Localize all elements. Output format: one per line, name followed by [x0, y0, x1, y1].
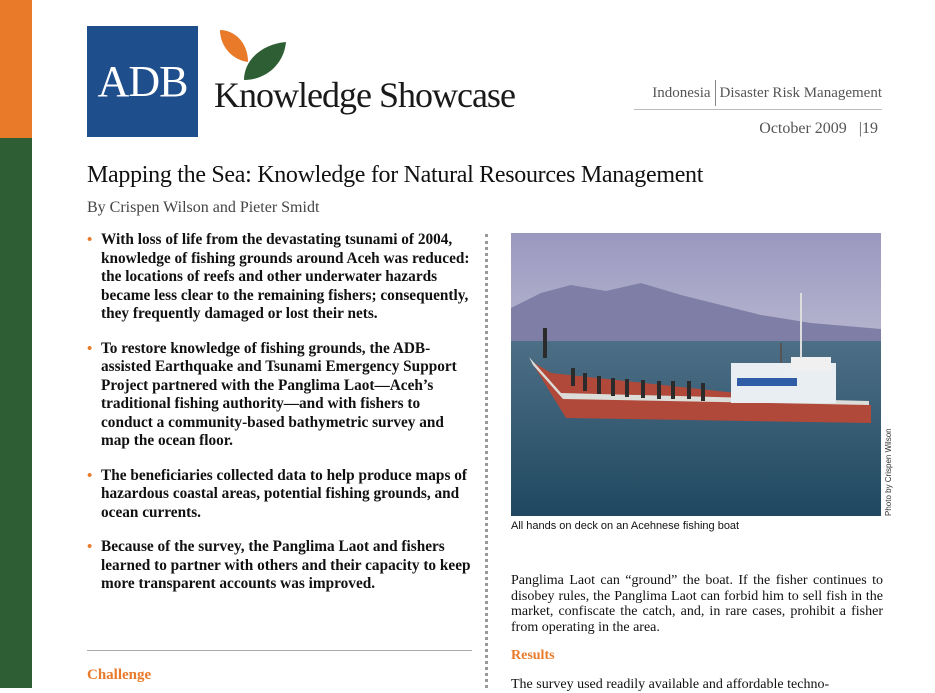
bullet-icon: • — [87, 467, 93, 484]
country-tag: Indonesia — [652, 84, 711, 101]
results-paragraph: The survey used readily available and affordable techno- — [511, 677, 830, 692]
adb-logo-text: ADB — [97, 57, 188, 106]
fishing-boat-photo — [511, 233, 881, 516]
bullet-text: Because of the survey, the Panglima Laot and fishers learned to partner with others and their capacity to keep more transparent accounts was improved. — [101, 538, 471, 592]
photo-caption: All hands on deck on an Acehnese fishing boat — [511, 520, 740, 532]
results-heading: Results — [511, 648, 555, 663]
summary-bullet — [87, 467, 475, 523]
bullet-icon: • — [87, 340, 93, 357]
issue-separator: | — [858, 120, 862, 137]
issue-info — [759, 120, 878, 138]
photo-credit: Photo by Crispen Wilson — [884, 428, 893, 516]
bullet-text: To restore knowledge of fishing grounds, the ADB-assisted Earthquake and Tsunami Emergency Support Project partnered with the Panglima Laot—Aceh’s traditional fishing authority—and with fishers to conduct a community-based bathymetric survey and map the ocean floor. — [101, 339, 457, 449]
header-rule — [634, 109, 882, 110]
column-divider — [485, 234, 488, 688]
topic-tags — [652, 80, 882, 106]
bullet-icon: • — [87, 539, 93, 555]
summary-bullet — [87, 231, 475, 324]
brand-title: Knowledge Showcase — [214, 75, 515, 115]
bullet-text: The beneficiaries collected data to help produce maps of hazardous coastal areas, potential fishing grounds, and ocean currents. — [101, 466, 467, 521]
orange-leaf-icon — [220, 30, 248, 62]
issue-date: October 2009 — [759, 120, 847, 137]
summary-bullets — [87, 231, 475, 610]
bullet-icon: • — [87, 232, 93, 248]
green-side-bar — [0, 138, 32, 688]
body-paragraph: Panglima Laot can “ground” the boat. If the fisher continues to disobey rules, the Panglima Laot can forbid him to sell fish in the market, confiscate the catch, and, in rare cases, prohibit a fisher from operating in the area. — [511, 573, 883, 635]
tag-separator — [715, 80, 716, 106]
summary-bullet — [87, 340, 475, 451]
challenge-heading: Challenge — [87, 667, 152, 683]
summary-bullet — [87, 538, 475, 594]
topic-tag: Disaster Risk Management — [719, 84, 882, 101]
article-byline: By Crispen Wilson and Pieter Smidt — [87, 199, 320, 216]
section-divider — [87, 650, 472, 651]
orange-side-bar — [0, 0, 32, 138]
issue-number: 19 — [862, 120, 878, 137]
bullet-text: With loss of life from the devastating tsunami of 2004, knowledge of fishing grounds around Aceh was reduced: the locations of reefs and other underwater hazards became less clear to the remaining fishers; consequently, they frequently damaged or lost their nets. — [101, 231, 470, 322]
adb-logo — [87, 26, 198, 137]
article-title: Mapping the Sea: Knowledge for Natural Resources Management — [87, 162, 704, 188]
